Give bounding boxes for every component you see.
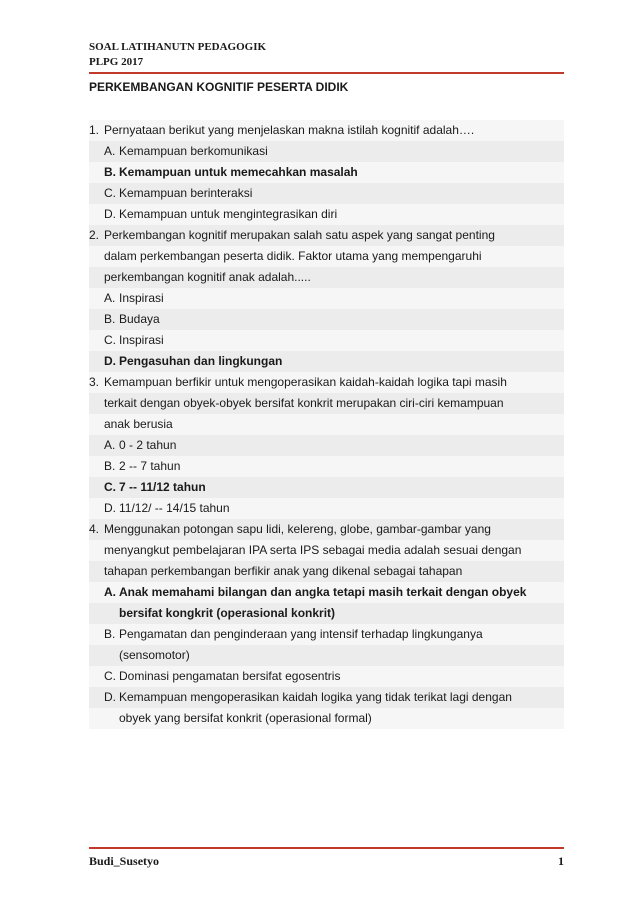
question-2-stem-line-2 <box>89 246 564 267</box>
option-letter: B. <box>104 312 116 326</box>
question-text: menyangkut pembelajaran IPA serta IPS sebagai media adalah sesuai dengan <box>104 543 522 557</box>
question-text: Pernyataan berikut yang menjelaskan makna istilah kognitif adalah…. <box>104 123 475 137</box>
question-text: dalam perkembangan peserta didik. Faktor utama yang mempengaruhi <box>104 249 482 263</box>
question-text: Perkembangan kognitif merupakan salah satu aspek yang sangat penting <box>104 228 495 242</box>
question-4-option-d <box>89 687 564 708</box>
question-3-option-a <box>89 435 564 456</box>
option-text: Dominasi pengamatan bersifat egosentris <box>119 669 341 683</box>
question-2-stem-line-3 <box>89 267 564 288</box>
question-number: 4. <box>89 522 100 536</box>
option-text: Kemampuan mengoperasikan kaidah logika yang tidak terikat lagi dengan <box>119 690 512 704</box>
option-letter: D. <box>104 501 116 515</box>
question-text: tahapan perkembangan berfikir anak yang dikenal sebagai tahapan <box>104 564 463 578</box>
option-letter: B. <box>104 459 116 473</box>
question-text: perkembangan kognitif anak adalah..... <box>104 270 311 284</box>
option-letter: C. <box>104 333 116 347</box>
option-text: 2 -- 7 tahun <box>119 459 181 473</box>
question-2-option-d <box>89 351 564 372</box>
option-text: obyek yang bersifat konkrit (operasional formal) <box>119 711 372 725</box>
question-4-option-b-line-2 <box>89 645 564 666</box>
option-text: (sensomotor) <box>119 648 190 662</box>
question-text: Kemampuan berfikir untuk mengoperasikan kaidah-kaidah logika tapi masih <box>104 375 507 389</box>
question-3-option-c <box>89 477 564 498</box>
option-text: Kemampuan untuk mengintegrasikan diri <box>119 207 338 221</box>
question-number: 2. <box>89 228 100 242</box>
option-text: Kemampuan berkomunikasi <box>119 144 268 158</box>
question-4-option-c <box>89 666 564 687</box>
question-number: 1. <box>89 123 100 137</box>
option-letter: D. <box>104 354 116 368</box>
question-4-option-a-line-2 <box>89 603 564 624</box>
question-2-option-a <box>89 288 564 309</box>
footer-rule <box>89 847 564 849</box>
option-letter: A. <box>104 291 116 305</box>
option-letter: A. <box>104 144 116 158</box>
question-3-option-d <box>89 498 564 519</box>
question-1-option-d <box>89 204 564 225</box>
option-text: Kemampuan berinteraksi <box>119 186 253 200</box>
question-text: Menggunakan potongan sapu lidi, kelereng, globe, gambar-gambar yang <box>104 522 491 536</box>
question-number: 3. <box>89 375 100 389</box>
question-3-stem-line-3 <box>89 414 564 435</box>
question-3-stem-line-1 <box>89 372 564 393</box>
option-letter: D. <box>104 207 116 221</box>
option-text: Anak memahami bilangan dan angka tetapi masih terkait dengan obyek <box>119 585 527 599</box>
option-text: Inspirasi <box>119 291 164 305</box>
option-text: 7 -- 11/12 tahun <box>119 480 206 494</box>
page-number: 1 <box>558 854 564 868</box>
option-text: Budaya <box>119 312 160 326</box>
question-4-option-d-line-2 <box>89 708 564 729</box>
option-letter: D. <box>104 690 116 704</box>
option-letter: B. <box>104 165 116 179</box>
option-text: Inspirasi <box>119 333 164 347</box>
option-letter: A. <box>104 585 116 599</box>
question-4-stem-line-1 <box>89 519 564 540</box>
question-list <box>89 120 564 729</box>
option-letter: A. <box>104 438 116 452</box>
question-text: anak berusia <box>104 417 173 431</box>
question-1-option-b <box>89 162 564 183</box>
question-4-stem-line-3 <box>89 561 564 582</box>
header-line-1: SOAL LATIHANUTN PEDAGOGIK <box>89 41 267 53</box>
option-text: Kemampuan untuk memecahkan masalah <box>119 165 358 179</box>
header-rule <box>89 72 564 74</box>
option-text: bersifat kongkrit (operasional konkrit) <box>119 606 336 620</box>
question-2-option-b <box>89 309 564 330</box>
option-text: 0 - 2 tahun <box>119 438 177 452</box>
question-1-stem <box>89 120 564 141</box>
question-text: terkait dengan obyek-obyek bersifat konkrit merupakan ciri-ciri kemampuan <box>104 396 504 410</box>
option-letter: B. <box>104 627 116 641</box>
question-1-option-a <box>89 141 564 162</box>
question-4-stem-line-2 <box>89 540 564 561</box>
option-letter: C. <box>104 669 116 683</box>
question-4-option-b <box>89 624 564 645</box>
question-4-option-a <box>89 582 564 603</box>
option-letter: C. <box>104 480 116 494</box>
document-header <box>89 40 266 70</box>
option-letter: C. <box>104 186 116 200</box>
document-title: PERKEMBANGAN KOGNITIF PESERTA DIDIK <box>89 80 349 94</box>
question-2-stem-line-1 <box>89 225 564 246</box>
question-3-stem-line-2 <box>89 393 564 414</box>
option-text: Pengasuhan dan lingkungan <box>119 354 283 368</box>
question-2-option-c <box>89 330 564 351</box>
question-1-option-c <box>89 183 564 204</box>
header-line-2: PLPG 2017 <box>89 56 144 68</box>
option-text: 11/12/ -- 14/15 tahun <box>119 501 230 515</box>
question-3-option-b <box>89 456 564 477</box>
option-text: Pengamatan dan penginderaan yang intensif terhadap lingkunganya <box>119 627 483 641</box>
footer-author: Budi_Susetyo <box>89 854 160 868</box>
